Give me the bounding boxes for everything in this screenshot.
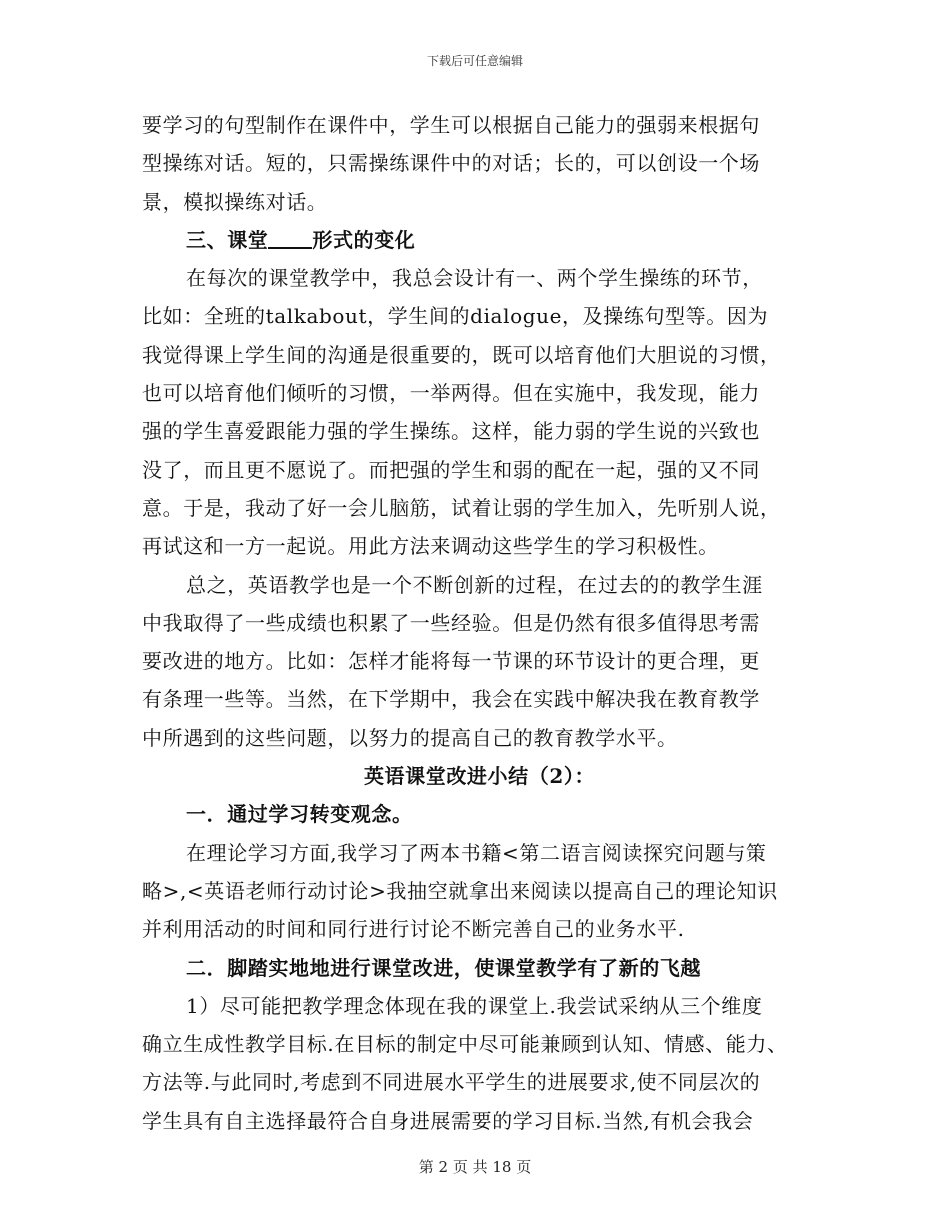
paragraph-line: 确立生成性教学目标.在目标的制定中尽可能兼顾到认知、情感、能力、 (142, 1032, 788, 1057)
paragraph-line: 型操练对话。短的，只需操练课件中的对话；长的，可以创设一个场 (142, 151, 760, 176)
paragraph-line: 并利用活动的时间和同行进行讨论不断完善自己的业务水平. (142, 917, 685, 942)
paragraph-line: 在理论学习方面,我学习了两本书籍<第二语言阅读探究问题与策 (186, 840, 767, 865)
article-subtitle: 英语课堂改进小结（2）： (363, 764, 596, 789)
paragraph-line: 没了，而且更不愿说了。而把强的学生和弱的配在一起，强的又不同 (142, 457, 760, 482)
paragraph-line: 强的学生喜爱跟能力强的学生操练。这样，能力弱的学生说的兴致也 (142, 419, 760, 444)
paragraph-line: 在每次的课堂教学中，我总会设计有一、两个学生操练的环节， (186, 266, 763, 291)
page-footer: 第 2 页 共 18 页 (418, 1158, 532, 1176)
paragraph-line: 比如：全班的talkabout，学生间的dialogue，及操练句型等。因为 (142, 304, 769, 329)
blank-underline (268, 225, 312, 249)
paragraph-line: 学生具有自主选择最符合自身进展需要的学习目标.当然,有机会我会 (142, 1108, 754, 1133)
paragraph-line: 要改进的地方。比如：怎样才能将每一节课的环节设计的更合理，更 (142, 649, 760, 674)
paragraph-line: 有条理一些等。当然，在下学期中，我会在实践中解决我在教育教学 (142, 687, 760, 712)
document-body (142, 106, 817, 1140)
section-heading-3-suffix: 形式的变化 (312, 227, 416, 252)
paragraph-line: 我觉得课上学生间的沟通是很重要的，既可以培育他们大胆说的习惯， (142, 342, 781, 367)
paragraph-line: 略>,<英语老师行动讨论>我抽空就拿出来阅读以提高自己的理论知识 (142, 878, 778, 903)
paragraph-line: 中所遇到的这些问题，以努力的提高自己的教育教学水平。 (142, 725, 678, 750)
section-heading-1: 一．通过学习转变观念。 (186, 802, 413, 827)
page-header: 下载后可任意编辑 (426, 54, 523, 68)
paragraph-line: 也可以培育他们倾听的习惯，一举两得。但在实施中，我发现，能力 (142, 381, 760, 406)
paragraph-line: 意。于是，我动了好一会儿脑筋，试着让弱的学生加入，先听别人说， (142, 495, 781, 520)
paragraph-line: 景，模拟操练对话。 (142, 189, 328, 214)
paragraph-line: 再试这和一方一起说。用此方法来调动这些学生的学习积极性。 (142, 534, 719, 559)
section-heading-3 (142, 221, 817, 259)
paragraph-line: 要学习的句型制作在课件中，学生可以根据自己能力的强弱来根据句 (142, 113, 760, 137)
section-heading-2: 二．脚踏实地地进行课堂改进，使课堂教学有了新的飞越 (186, 955, 701, 980)
paragraph-line: 方法等.与此同时,考虑到不同进展水平学生的进展要求,使不同层次的 (142, 1070, 761, 1095)
paragraph-line: 总之，英语教学也是一个不断创新的过程，在过去的的教学生涯 (186, 572, 763, 597)
paragraph-line: 中我取得了一些成绩也积累了一些经验。但是仍然有很多值得思考需 (142, 610, 760, 635)
section-heading-3-prefix: 三、课堂 (186, 227, 269, 252)
paragraph-line: 1）尽可能把教学理念体现在我的课堂上.我尝试采纳从三个维度 (186, 993, 763, 1018)
